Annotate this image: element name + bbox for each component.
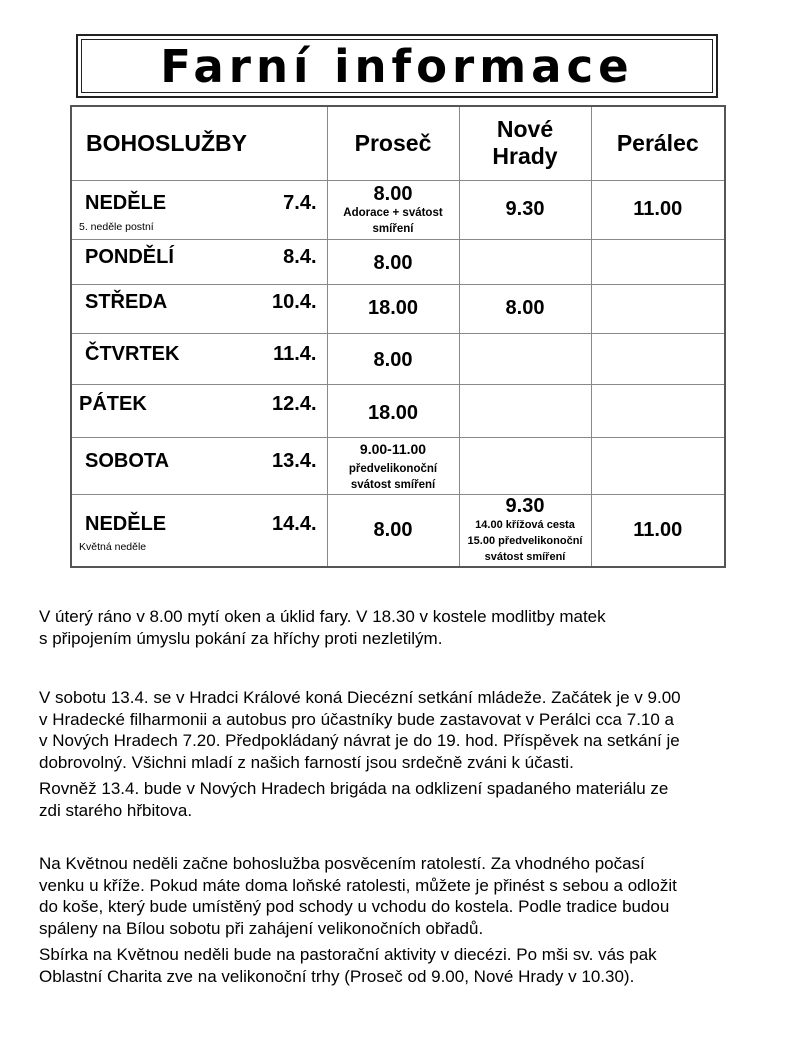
service-note: smíření <box>372 222 414 235</box>
announcement-5 <box>39 944 759 987</box>
service-time: 8.00 <box>373 182 413 205</box>
table-row <box>71 437 725 494</box>
service-note: Adorace + svátost <box>343 206 443 219</box>
title-inner-frame <box>81 39 713 93</box>
header-nove-hrady <box>459 106 591 180</box>
header-nove-line2: Hrady <box>492 143 558 170</box>
nove-hrady-cell: 8.00 <box>459 284 591 333</box>
day-date: 13.4. <box>272 449 317 472</box>
peralec-cell <box>591 333 725 384</box>
table-row <box>71 284 725 333</box>
service-time: 9.00-11.00 <box>359 440 427 457</box>
day-cell <box>71 239 327 284</box>
service-note: svátost smíření <box>350 478 436 491</box>
text-line: Rovněž 13.4. bude v Nových Hradech brigáda na odklizení spadaného materiálu ze <box>39 779 669 798</box>
day-name: PONDĚLÍ <box>85 245 174 268</box>
text-line: spáleny na Bílou sobotu při zahájení velikonočních obřadů. <box>39 918 484 938</box>
header-nove-line1: Nové <box>496 116 554 143</box>
table-row <box>71 384 725 437</box>
day-date: 14.4. <box>272 512 317 535</box>
announcement-3 <box>39 778 759 821</box>
table-row <box>71 333 725 384</box>
text-line: venku u kříže. Pokud máte doma loňské ratolesti, můžete je přinést s sebou a odložit <box>39 875 677 895</box>
prosec-cell: 8.00 <box>327 239 459 284</box>
day-date: 12.4. <box>272 392 317 415</box>
nove-hrady-cell <box>459 239 591 284</box>
day-cell <box>71 384 327 437</box>
service-note: 15.00 předvelikonoční <box>467 535 583 548</box>
nove-hrady-cell: 9.30 <box>459 180 591 239</box>
text-line: v Nových Hradech 7.20. Předpokládaný návrat je do 19. hod. Příspěvek na setkání je <box>39 731 680 750</box>
peralec-cell <box>591 437 725 494</box>
day-name: STŘEDA <box>85 290 168 313</box>
announcement-2 <box>39 687 759 773</box>
service-note: 14.00 křížová cesta <box>475 519 575 532</box>
nove-hrady-cell <box>459 494 591 567</box>
day-note: 5. neděle postní <box>79 220 154 233</box>
prosec-cell <box>327 437 459 494</box>
nove-hrady-cell <box>459 333 591 384</box>
text-line: V úterý ráno v 8.00 mytí oken a úklid fary. V 18.30 v kostele modlitby matek <box>39 607 606 626</box>
text-line: s připojením úmyslu pokání za hříchy proti nezletilým. <box>39 628 443 648</box>
prosec-cell: 8.00 <box>327 494 459 567</box>
announcement-4 <box>39 853 759 939</box>
peralec-cell <box>591 384 725 437</box>
text-line: Oblastní Charita zve na velikonoční trhy (Proseč od 9.00, Nové Hrady v 10.30). <box>39 966 635 986</box>
text-line: zdi starého hřbitova. <box>39 800 193 820</box>
text-line: v Hradecké filharmonii a autobus pro účastníky bude zastavovat v Perálci cca 7.10 a <box>39 709 675 729</box>
peralec-cell: 11.00 <box>591 180 725 239</box>
page-title: Farní informace <box>160 39 634 93</box>
day-date: 8.4. <box>283 245 317 268</box>
day-name: ČTVRTEK <box>85 342 180 365</box>
day-cell <box>71 333 327 384</box>
table-row <box>71 180 725 239</box>
day-name: SOBOTA <box>85 449 170 472</box>
table-row <box>71 494 725 567</box>
prosec-cell: 8.00 <box>327 333 459 384</box>
text-line: Sbírka na Květnou neděli bude na pastorační aktivity v diecézi. Po mši sv. vás pak <box>39 945 657 964</box>
day-name: PÁTEK <box>79 392 147 415</box>
day-cell <box>71 437 327 494</box>
day-cell <box>71 494 327 567</box>
text-line: do koše, který bude umístěný pod schody u vchodu do kostela. Podle tradice budou <box>39 897 670 916</box>
text-line: V sobotu 13.4. se v Hradci Králové koná Diecézní setkání mládeže. Začátek je v 9.00 <box>39 688 681 707</box>
day-cell <box>71 180 327 239</box>
service-time: 9.30 <box>505 495 545 518</box>
nove-hrady-cell <box>459 384 591 437</box>
prosec-cell <box>327 180 459 239</box>
table-row <box>71 239 725 284</box>
prosec-cell: 18.00 <box>327 384 459 437</box>
header-bohosluzby: BOHOSLUŽBY <box>71 106 327 180</box>
text-line: Na Květnou neděli začne bohoslužba posvěcením ratolestí. Za vhodného počasí <box>39 854 645 873</box>
day-date: 11.4. <box>273 342 317 365</box>
day-note: Květná neděle <box>79 540 147 553</box>
prosec-cell: 18.00 <box>327 284 459 333</box>
announcement-1 <box>39 606 759 649</box>
service-note: předvelikonoční <box>348 462 438 475</box>
day-cell <box>71 284 327 333</box>
day-date: 10.4. <box>272 290 317 313</box>
day-name: NEDĚLE <box>85 191 167 214</box>
header-peralec: Perálec <box>591 106 725 180</box>
title-box <box>76 34 718 98</box>
text-line: dobrovolný. Všichni mladí z našich farností jsou srdečně zváni k účasti. <box>39 752 574 772</box>
service-note: svátost smíření <box>484 551 566 564</box>
schedule-table <box>70 105 726 568</box>
peralec-cell <box>591 284 725 333</box>
day-name: NEDĚLE <box>85 512 167 535</box>
nove-hrady-cell <box>459 437 591 494</box>
peralec-cell <box>591 239 725 284</box>
day-date: 7.4. <box>283 191 317 214</box>
header-prosec: Proseč <box>327 106 459 180</box>
peralec-cell: 11.00 <box>591 494 725 567</box>
table-header-row <box>71 106 725 180</box>
